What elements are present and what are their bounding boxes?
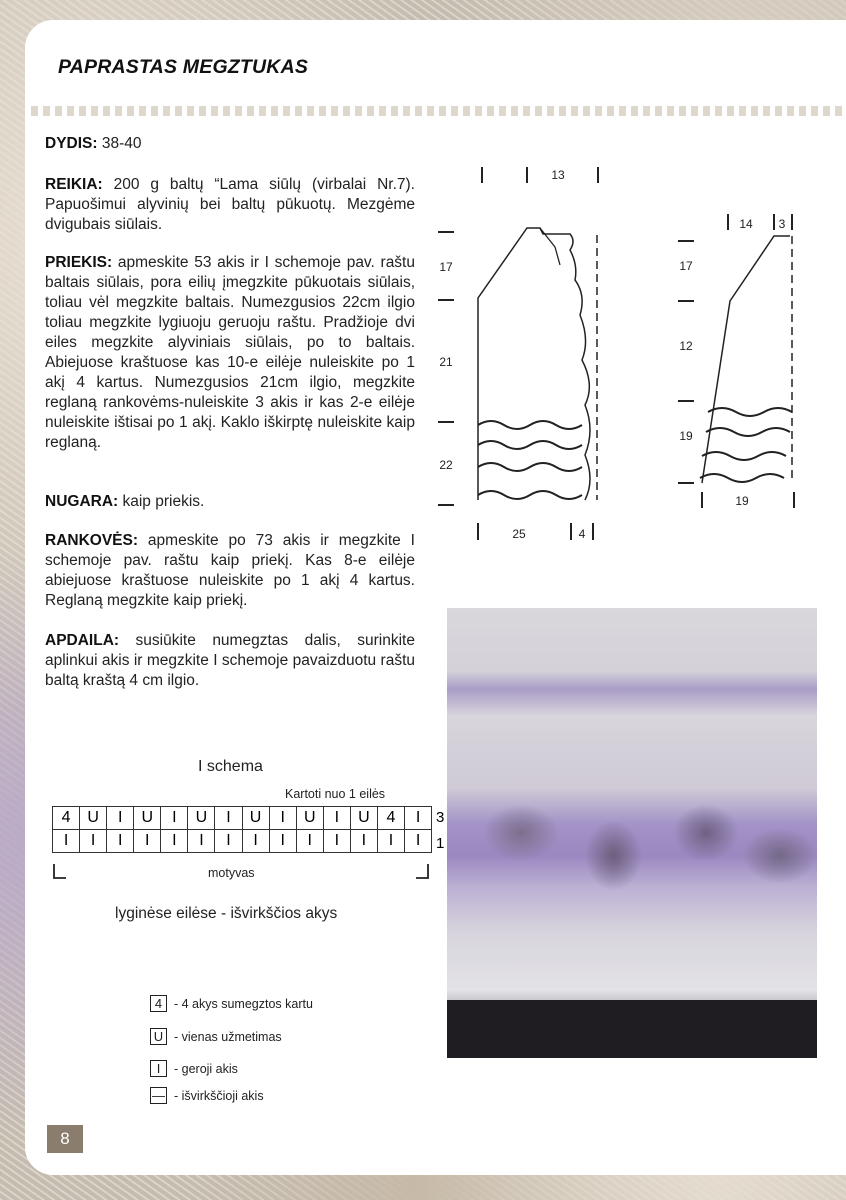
sleeve-top-dim-b: 3 (778, 217, 786, 231)
chart-cell: I (188, 830, 215, 852)
sleeves-label: RANKOVĖS: (45, 532, 139, 549)
finishing-label: APDAILA: (45, 632, 120, 649)
chart-cell: I (243, 830, 270, 852)
legend-item (150, 1060, 238, 1077)
page-number: 8 (47, 1125, 83, 1153)
materials-label: REIKIA: (45, 176, 103, 193)
front-paragraph (45, 253, 415, 453)
chart-cell: I (107, 807, 134, 829)
legend-text: - išvirkščioji akis (174, 1088, 264, 1103)
front-left-dim-3: 22 (439, 458, 453, 472)
front-outline (478, 228, 590, 500)
chart-cell: U (351, 807, 378, 829)
schema-note: lyginėse eilėse - išvirkščios akys (115, 905, 338, 922)
finishing-text: susiūkite numegztas dalis, surinkite aplinkui akis ir megzkite I schemoje pavaizduotu raštu baltą kraštą 4 cm ilgio. (45, 632, 415, 689)
chart-cell: I (161, 807, 188, 829)
front-schematic (430, 155, 620, 550)
sleeve-left-dim-3: 19 (679, 429, 693, 443)
knit-swatch-photo (447, 608, 817, 1058)
front-label: PRIEKIS: (45, 254, 113, 271)
back-label: NUGARA: (45, 493, 119, 510)
front-left-dim-1: 17 (439, 260, 453, 274)
legend-symbol: I (150, 1060, 167, 1077)
schema-chart (52, 806, 432, 853)
sleeves-paragraph (45, 531, 415, 611)
chart-cell: I (80, 830, 107, 852)
sleeve-wave-row (708, 408, 792, 416)
schema-row-3 (53, 807, 431, 830)
back-paragraph (45, 492, 415, 512)
chart-cell: I (215, 830, 242, 852)
legend-text: - vienas užmetimas (174, 1029, 282, 1044)
front-wave-row (478, 421, 582, 429)
chart-cell: U (297, 807, 324, 829)
chart-cell: U (243, 807, 270, 829)
page-title: PAPRASTAS MEGZTUKAS (58, 56, 309, 78)
chart-cell: I (270, 830, 297, 852)
front-bottom-dim-a: 25 (512, 527, 526, 541)
legend-item (150, 995, 313, 1012)
sleeve-top-dim-a: 14 (739, 217, 753, 231)
front-bottom-dim-b: 4 (578, 527, 586, 541)
sleeve-wave-row (702, 452, 786, 460)
chart-cell: I (161, 830, 188, 852)
bracket-left (54, 864, 66, 878)
motif-label: motyvas (208, 866, 255, 880)
sleeve-bottom-dim: 19 (735, 494, 749, 508)
front-wave-row (478, 463, 582, 471)
size-paragraph (45, 134, 415, 154)
chart-cell: I (297, 830, 324, 852)
legend-symbol: — (152, 1088, 165, 1103)
chart-cell: I (324, 807, 351, 829)
chart-cell: 4 (53, 807, 80, 829)
materials-text: 200 g baltų “Lama siūlų (virbalai Nr.7). Papuošimui alyvinių bei baltų pūkuotų. Mezgėme dvigubais siūlais. (45, 176, 415, 233)
sleeve-left-dim-1: 17 (679, 259, 693, 273)
chart-cell: U (80, 807, 107, 829)
photo-dark-edge (447, 1000, 817, 1058)
schema-repeat-note: Kartoti nuo 1 eilės (285, 787, 386, 801)
legend-text: - 4 akys sumegztos kartu (174, 996, 313, 1011)
legend-symbol: 4 (150, 995, 167, 1012)
sleeve-wave-row (700, 474, 784, 482)
chart-cell: U (134, 807, 161, 829)
back-text: kaip priekis. (118, 493, 205, 510)
size-text: 38-40 (97, 135, 142, 152)
chart-cell: I (378, 830, 405, 852)
sleeve-schematic (670, 200, 810, 520)
bracket-right (416, 864, 428, 878)
sleeve-wave-row (706, 428, 790, 436)
front-wave-row (478, 441, 582, 449)
chart-cell: I (351, 830, 378, 852)
legend-text: - geroji akis (174, 1061, 238, 1076)
sleeves-text: apmeskite po 73 akis ir megzkite I schemoje pav. raštu kaip priekį. Kas 8-e eilėje abiejuose kraštuose nuleiskite po 1 akį 4 kartus. Reglaną megzkite kaip priekį. (45, 532, 415, 609)
chart-cell: 4 (378, 807, 405, 829)
chart-cell: I (215, 807, 242, 829)
schema-title: I schema (198, 758, 263, 775)
chart-cell: I (415, 832, 421, 849)
front-top-dim: 13 (551, 168, 565, 182)
schema-row-1 (53, 830, 431, 852)
legend-symbol: U (150, 1028, 167, 1045)
materials-paragraph (45, 175, 415, 235)
front-wave-row (478, 491, 582, 499)
chart-cell: I (415, 809, 421, 826)
legend-item (150, 1028, 282, 1045)
front-left-dim-2: 21 (439, 355, 453, 369)
size-label: DYDIS: (45, 135, 98, 152)
finishing-paragraph (45, 631, 415, 691)
chart-cell: I (324, 830, 351, 852)
sleeve-left-dim-2: 12 (679, 339, 693, 353)
row-label-3: 3 (436, 809, 445, 826)
chart-cell: I (107, 830, 134, 852)
row-label-1: 1 (436, 835, 445, 852)
chart-cell: I (270, 807, 297, 829)
legend-item (150, 1087, 264, 1104)
chart-cell: I (53, 830, 80, 852)
chart-cell: U (188, 807, 215, 829)
chart-cell: I (134, 830, 161, 852)
sleeve-outline (702, 236, 790, 483)
front-text: apmeskite 53 akis ir I schemoje pav. raštu baltais siūlais, pora eilių įmegzkite pūkuotais siūlais, toliau vėl megzkite baltais. Numezgusios 22cm ilgio toliau megzkite lygiuoju geruoju raštu. Pradžioje dvi eiles megzkite alyviniais siūlais, po to baltais. Abiejuose kraštuose kas 10-e eilėje nuleiskite po 1 akį 4 kartus. Numezgusios 21cm ilgio, megzkite reglaną rankovėms-nuleiskite 3 akis ir kas 2-e eilėje nuleiskite ištisai po 1 akį. Kaklo iškirptę nuleiskite kaip reglaną. (45, 254, 415, 451)
